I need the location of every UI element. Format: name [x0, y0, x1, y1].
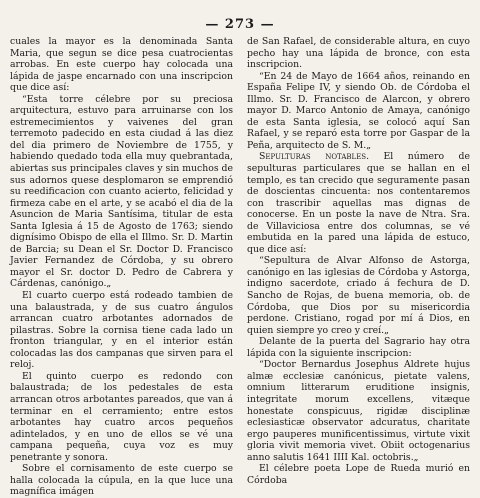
- page-number: — 273 —: [205, 17, 275, 32]
- paragraph: El cuarto cuerpo está rodeado tambien de una balaustrada, y de sus cuatro ángulos arrancan cuatro arbotantes adornados de pilastras. Sobre la cornisa tiene cada lado un fronton triangular, y en el interior están colocadas las dos campanas que sirven para el reloj.: [10, 290, 233, 371]
- paragraph: El quinto cuerpo es redondo con balaustrada; de los pedestales de esta arrancan otros arbotantes pareados, que van á terminar en el cerramiento; entre estos arbotantes hay cuatro arcos pequeños adintelados, y en uno de ellos se vé una campana pequeña, cuya voz es muy penetrante y sonora.: [10, 370, 233, 463]
- inscription-paragraph: “Esta torre célebre por su preciosa arquitectura, estuvo para arruinarse con los estremecimientos y vaivenes del gran terremoto padecido en esta ciudad á las diez del dia primero de Noviembre de 1755, y habiendo quedado toda ella muy quebrantada, abiertas sus principales claves y sin muchos de sus adornos quese desplomaron se emprendió su reedificacion con cuanto acierto, felicidad y firmeza cabe en el arte, y se acabó el dia de la Asuncion de Maria Santísima, titular de esta Santa Iglesia á 15 de Agosto de 1763; siendo dignísimo Obispo de ella el Illmo. Sr. D. Martin de Barcia; su Dean el Sr. Doctor D. Francisco Javier Fernandez de Córdoba, y su obrero mayor el Sr. doctor D. Pedro de Cabrera y Cárdenas, canónigo.„: [10, 93, 234, 290]
- paragraph: de San Rafael, de considerable altura, en cuyo pecho hay una lápida de bronce, con esta inscripcion.: [247, 36, 470, 71]
- inscription-paragraph: “Sepultura de Alvar Alfonso de Astorga, canónigo en las iglesias de Córdoba y Astorga, indigno sacerdote, criado á fechura de D. Sancho de Rojas, de buena memoria, ob. de Córdoba, que Dios por su misericordia perdone. Cristiano, rogad por mí á Dios, en quien siempre yo creo y creí.„: [247, 255, 470, 336]
- paragraph: El célebre poeta Lope de Rueda murió en Córdoba: [247, 463, 470, 486]
- left-column: [10, 36, 233, 498]
- paragraph: Sobre el cornisamento de este cuerpo se halla colocada la cúpula, en la que luce una magnífica imágen: [10, 463, 233, 498]
- two-column-body: [10, 36, 470, 498]
- inscription-paragraph: “En 24 de Mayo de 1664 años, reinando en España Felipe IV, y siendo Ob. de Córdoba el Illmo. Sr. D. Francisco de Alarcon, y obrero mayor D. Marco Antonio de Amaya, canónigo de esta Santa iglesia, se colocó aquí San Rafael, y se reparó esta torre por Gaspar de la Peña, arquitecto de S. M.„: [247, 70, 470, 151]
- section-heading: Sepulturas notables.: [259, 151, 370, 163]
- sepulturas-paragraph: [247, 151, 470, 255]
- section-text: El número de sepulturas particulares que se hallan en el templo, es tan crecido que seguramente pasan de doscientas cincuenta: nos contentaremos con trascribir aquellas mas dignas de conocerse. En un poste la nave de Ntra. Sra. de Villaviciosa entre dos columnas, se vé embutida en la pared una lápida de estuco, que dice así:: [247, 151, 470, 255]
- right-column: [247, 36, 470, 498]
- paragraph: cuales la mayor es la denominada Santa Maria, que segun se dice pesa cuatrocientas arrobas. En este cuerpo hay colocada una lápida de jaspe encarnado con una inscripcion que dice así:: [10, 36, 233, 94]
- latin-inscription-paragraph: “Doctor Bernardus Josephus Aldrete hujus almæ ecclesiæ canónicus, pietate valens, omnium litterarum eruditione insignis, integritate morum excellens, vitæque honestate conspicuus, rigidæ disciplinæ eclesiasticæ observator adcuratus, charitate ergo pauperes munificentissimus, virtute vixit gloria vivit memoria vivet. Obiit octogenarius anno salutis 1641 IIII Kal. octobris.„: [247, 359, 470, 463]
- paragraph: Delante de la puerta del Sagrario hay otra lápida con la siguiente inscripcion:: [247, 336, 470, 359]
